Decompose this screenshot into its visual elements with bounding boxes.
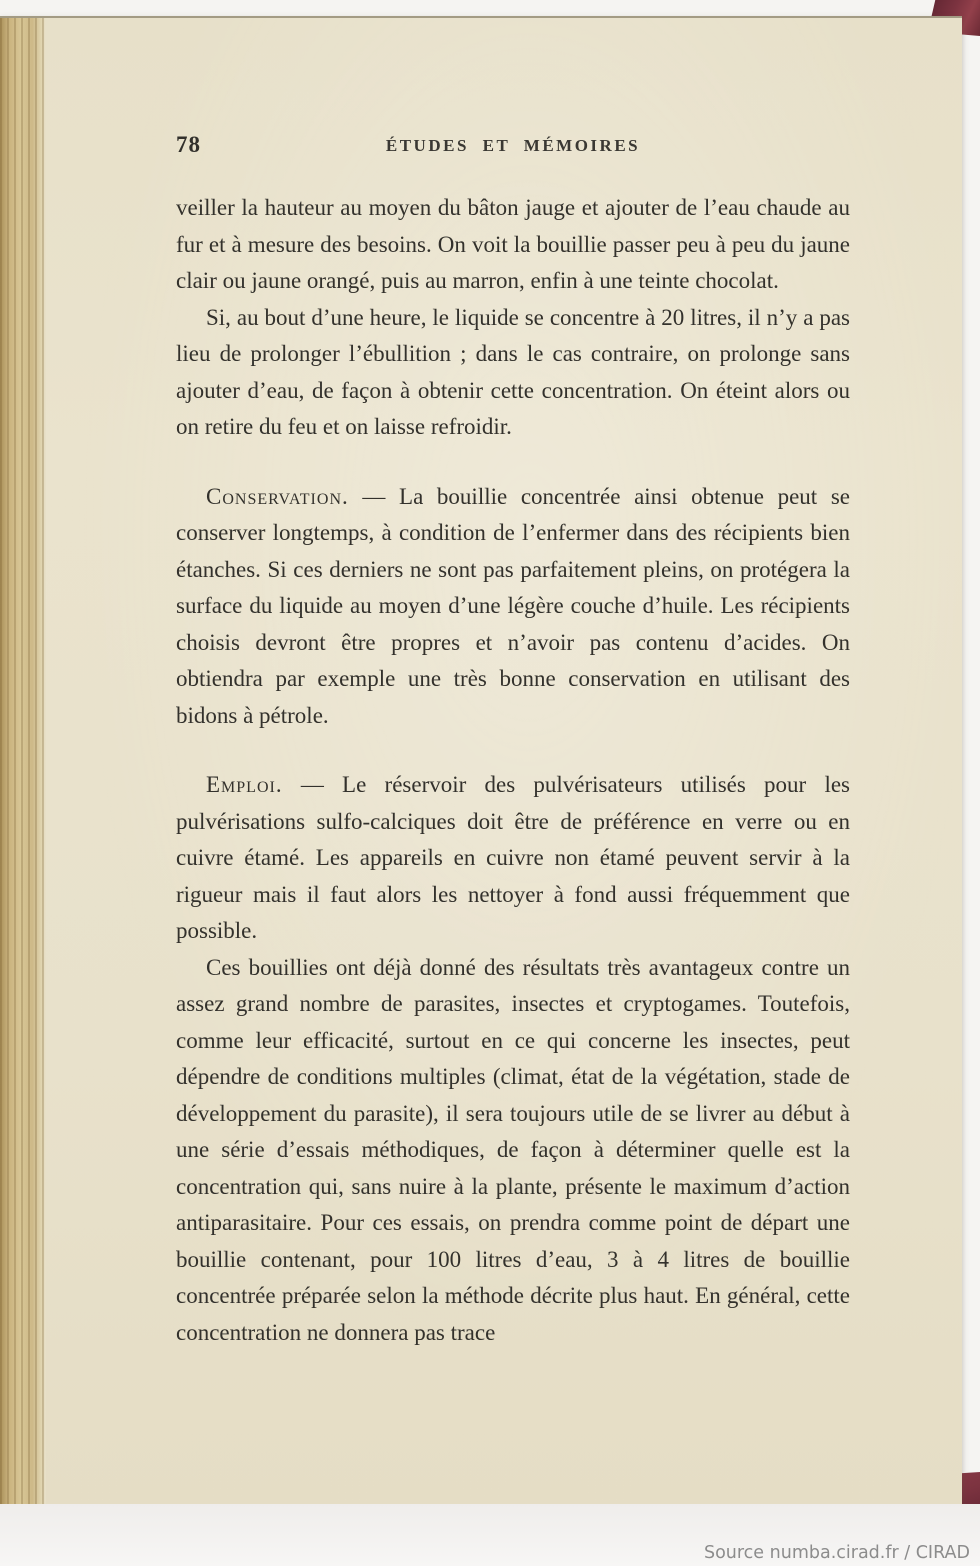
section-lead-emploi: Emploi. [206, 772, 283, 797]
paragraph-text: — La bouillie concentrée ainsi obtenue peut se conserver longtemps, à condition de l’enfermer dans des récipients bien étanches. Si ces derniers ne sont pas parfaitement pleins, on protégera la surface du liquide au moyen d’une légère couche d’huile. Les récipients choisis devront être propres et n’avoir pas contenu d’acides. On obtiendra par exemple une très bonne conservation en utilisant des bidons à pétrole. [176, 483, 850, 728]
paragraph-text: — Le réservoir des pulvérisateurs utilisés pour les pulvérisations sulfo-calciques doit être de préférence en verre ou en cuivre étamé. Les appareils en cuivre non étamé peuvent servir à la rigueur mais il faut alors les nettoyer à fond aussi fréquemment que possible. [176, 772, 850, 943]
paragraph-continuation: veiller la hauteur au moyen du bâton jauge et ajouter de l’eau chaude au fur et à mesure des besoins. On voit la bouillie passer peu à peu du jaune clair ou jaune orangé, puis au marron, enfin à une teinte chocolat. [176, 195, 850, 293]
body-text [176, 190, 850, 1351]
paragraph: Ces bouillies ont déjà donné des résultats très avantageux contre un assez grand nombre de parasites, insectes et cryptogames. Toutefois, comme leur efficacité, surtout en ce qui concerne les insectes, peut dépendre de conditions multiples (climat, état de la végétation, stade de développement du parasite), il sera toujours utile de se livrer au début à une série d’essais méthodiques, de façon à déterminer quelle est la concentration qui, sans nuire à la plante, présente le maximum d’action antiparasitaire. Pour ces essais, on prendra comme point de départ une bouillie contenant, pour 100 litres d’eau, 3 à 4 litres de bouillie concentrée préparée selon la méthode décrite plus haut. En général, cette concentration ne donnera pas trace [176, 954, 850, 1345]
page-content [0, 18, 962, 1506]
paragraph-conservation [176, 479, 850, 735]
paragraph-emploi [176, 767, 850, 950]
attribution-strip [0, 1504, 980, 1566]
source-attribution: Source numba.cirad.fr / CIRAD [703, 1543, 970, 1563]
page-number: 78 [176, 132, 201, 157]
paragraph: Si, au bout d’une heure, le liquide se concentre à 20 litres, il n’y a pas lieu de prolonger l’ébullition ; dans le cas contraire, on prolonge sans ajouter d’eau, de façon à obtenir cette concentration. On éteint alors ou on retire du feu et on laisse refroidir. [176, 304, 850, 439]
book-page [0, 16, 962, 1506]
running-title: ÉTUDES ET MÉMOIRES [385, 136, 641, 155]
page-header [176, 130, 850, 166]
section-lead-conservation: Conservation. [206, 483, 349, 509]
